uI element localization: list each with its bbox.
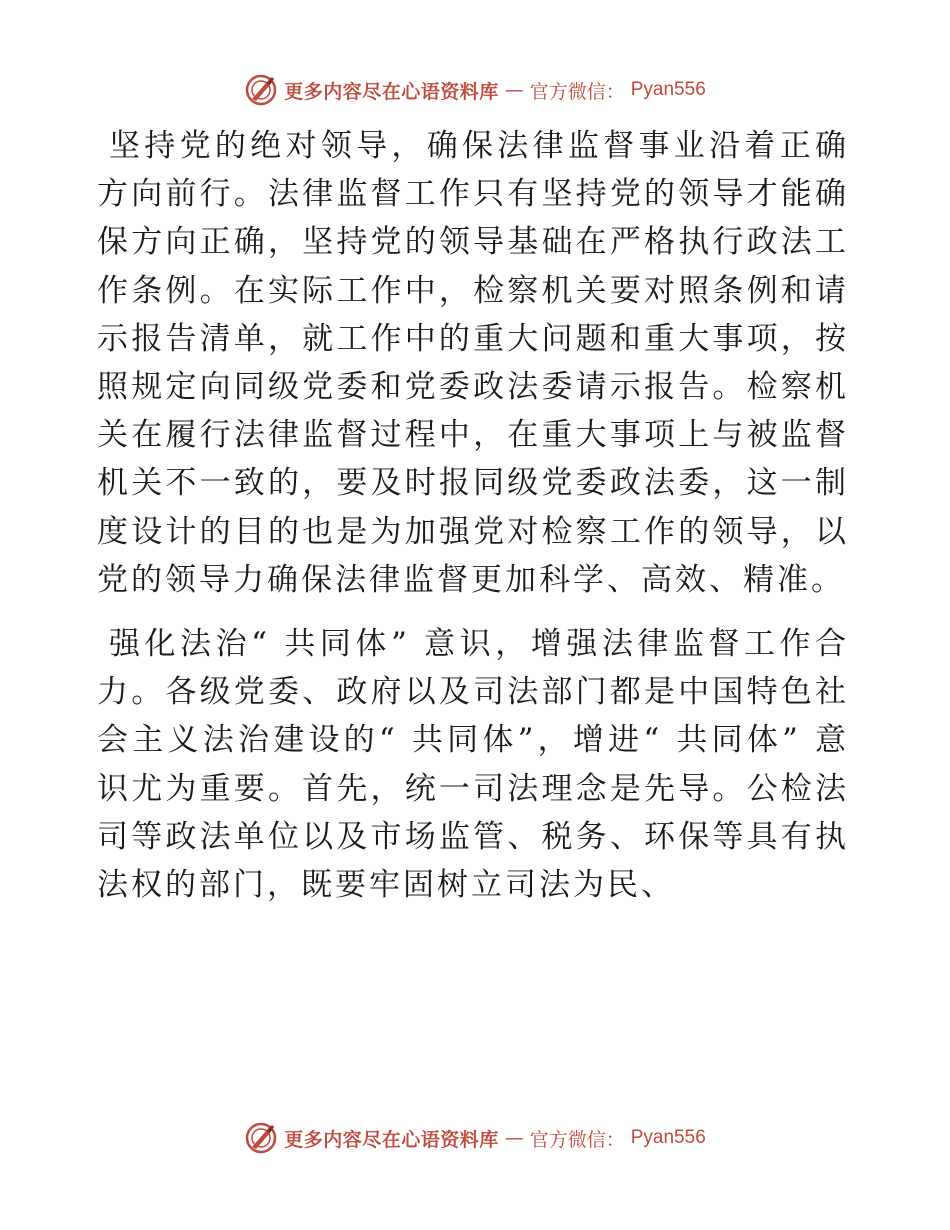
watermark-dash: — xyxy=(504,1127,524,1149)
watermark-wechat-label: 官方微信： xyxy=(529,80,625,103)
watermark-wechat-id: Pyan556 xyxy=(630,1127,706,1148)
document-body xyxy=(97,122,849,909)
watermark-main-text: 更多内容尽在心语资料库 xyxy=(284,80,499,103)
watermark-wechat-id: Pyan556 xyxy=(630,79,706,100)
footer-watermark xyxy=(0,1118,950,1158)
watermark-wechat-label: 官方微信： xyxy=(529,1128,625,1151)
logo-icon xyxy=(244,73,278,107)
watermark-main-text: 更多内容尽在心语资料库 xyxy=(284,1128,499,1151)
watermark-dash: — xyxy=(504,79,524,101)
paragraph-2: 强化法治“ 共同体” 意识，增强法律监督工作合力。各级党委、政府以及司法部门都是中国特色社会主义法治建设的“ 共同体”，增进“ 共同体” 意识尤为重要。首先，统一司法理念是先导。公检法司等政法单位以及市场监管、税务、环保等具有执法权的部门，既要牢固树立司法为民、 xyxy=(97,626,849,904)
header-watermark xyxy=(0,70,950,110)
paragraph-1: 坚持党的绝对领导，确保法律监督事业沿着正确方向前行。法律监督工作只有坚持党的领导才能确保方向正确，坚持党的领导基础在严格执行政法工作条例。在实际工作中，检察机关要对照条例和请示报告清单，就工作中的重大问题和重大事项，按照规定向同级党委和党委政法委请示报告。检察机关在履行法律监督过程中，在重大事项上与被监督机关不一致的，要及时报同级党委政法委，这一制度设计的目的也是为加强党对检察工作的领导，以党的领导力确保法律监督更加科学、高效、精准。 xyxy=(97,128,849,598)
logo-icon xyxy=(244,1121,278,1155)
